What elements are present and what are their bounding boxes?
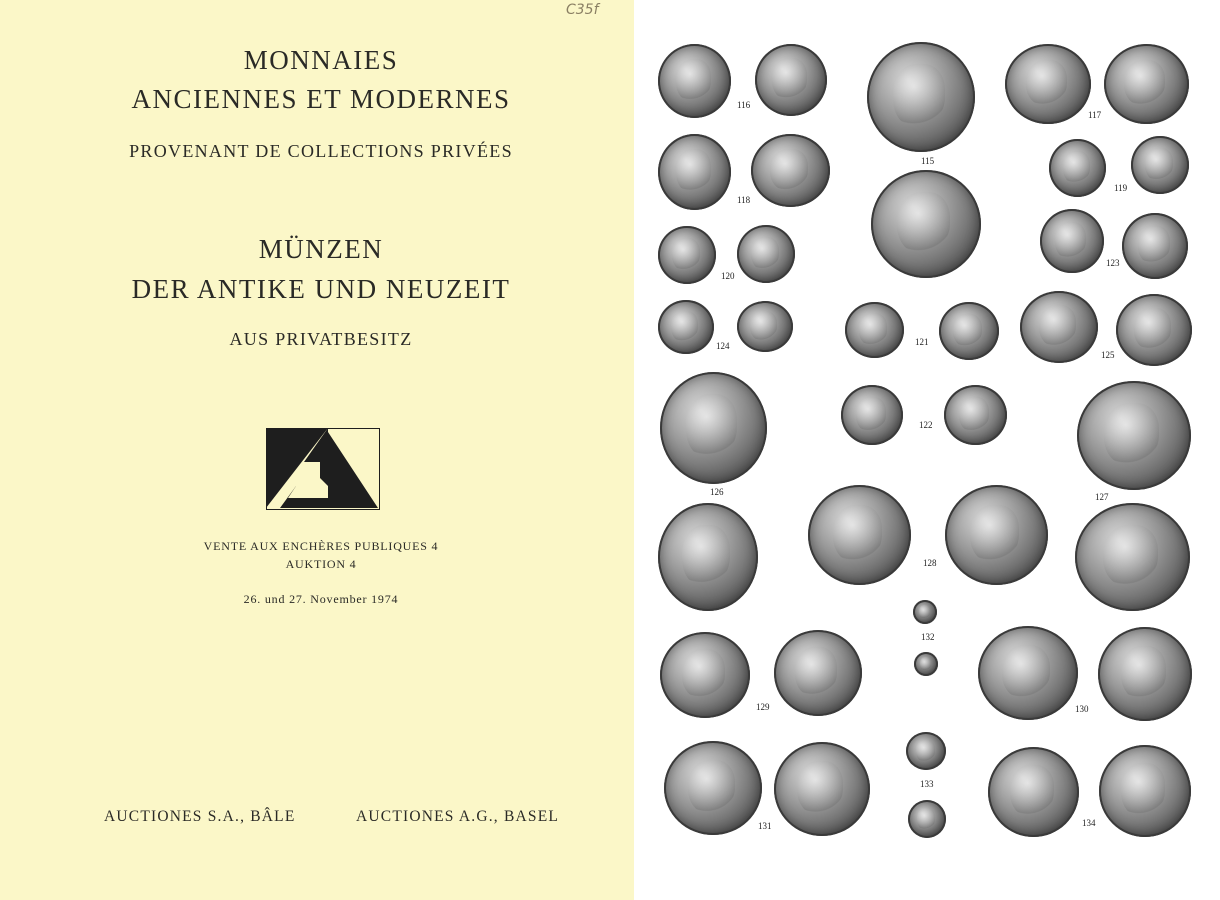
coin-label: 122 xyxy=(919,420,933,430)
coin-128-altar xyxy=(658,503,758,611)
coin-123-obverse xyxy=(1040,209,1104,273)
coin-127 xyxy=(1077,381,1191,490)
coin-label: 125 xyxy=(1101,350,1115,360)
sale-line-de: AUKTION 4 xyxy=(285,557,357,571)
coin-label: 133 xyxy=(920,779,934,789)
publisher-fr: AUCTIONES S.A., BÂLE xyxy=(104,808,296,825)
coin-label: 126 xyxy=(710,487,724,497)
subtitle-fr: PROVENANT DE COLLECTIONS PRIVÉES xyxy=(129,141,513,161)
sale-line-fr: VENTE AUX ENCHÈRES PUBLIQUES 4 xyxy=(203,539,439,553)
coin-120-obverse xyxy=(658,226,716,284)
auctiones-logo-icon xyxy=(266,428,380,510)
coin-115-reverse-labyrinth xyxy=(871,170,981,278)
coin-122-reverse xyxy=(944,385,1007,445)
title-de-line2: DER ANTIKE UND NEUZEIT xyxy=(131,274,511,304)
coin-label: 129 xyxy=(756,702,770,712)
coin-124-reverse xyxy=(737,301,793,352)
coin-119-reverse xyxy=(1131,136,1189,194)
coin-label: 118 xyxy=(737,195,751,205)
coin-129-reverse xyxy=(774,630,862,716)
coin-130-reverse xyxy=(1098,627,1192,721)
coin-125-reverse xyxy=(1116,294,1192,366)
coin-132-obverse xyxy=(913,600,937,624)
coin-label: 121 xyxy=(915,337,929,347)
coin-131-reverse xyxy=(774,742,870,836)
coin-134-reverse xyxy=(1099,745,1191,837)
title-fr-line1: MONNAIES xyxy=(243,45,399,75)
coin-133-reverse xyxy=(908,800,946,838)
coin-116-reverse xyxy=(755,44,827,116)
coin-label: 120 xyxy=(721,271,735,281)
coin-133-obverse xyxy=(906,732,946,770)
coin-label: 130 xyxy=(1075,704,1089,714)
coin-label: 131 xyxy=(758,821,772,831)
coin-label: 116 xyxy=(737,100,751,110)
coin-label: 127 xyxy=(1095,492,1109,502)
coin-label: 128 xyxy=(923,558,937,568)
handwritten-note: C35f xyxy=(566,2,599,18)
coin-117-obverse xyxy=(1005,44,1091,124)
coin-plate xyxy=(634,0,1220,900)
title-de-line1: MÜNZEN xyxy=(258,234,384,264)
coin-118-obverse xyxy=(658,134,731,210)
title-fr-line2: ANCIENNES ET MODERNES xyxy=(131,84,511,114)
publisher-de: AUCTIONES A.G., BASEL xyxy=(356,808,560,825)
coin-117-reverse xyxy=(1104,44,1189,124)
coin-123-reverse xyxy=(1122,213,1188,279)
coin-128-obverse xyxy=(808,485,911,585)
subtitle-de: AUS PRIVATBESITZ xyxy=(229,329,413,349)
coin-label: 134 xyxy=(1082,818,1096,828)
coin-label: 117 xyxy=(1088,110,1102,120)
sale-dates: 26. und 27. November 1974 xyxy=(243,592,399,606)
coin-124-obverse xyxy=(658,300,714,354)
coin-134-obverse xyxy=(988,747,1079,837)
coin-label: 132 xyxy=(921,632,935,642)
coin-118-reverse xyxy=(751,134,830,207)
coin-129-obverse xyxy=(660,632,750,718)
coin-120-reverse xyxy=(737,225,795,283)
coin-label: 115 xyxy=(921,156,935,166)
coin-125-obverse xyxy=(1020,291,1098,363)
coin-121-obverse xyxy=(845,302,904,358)
coin-131-obverse xyxy=(664,741,762,835)
coin-128-reverse xyxy=(945,485,1048,585)
coin-119-obverse xyxy=(1049,139,1106,197)
coin-115-obverse xyxy=(867,42,975,152)
coin-label: 124 xyxy=(716,341,730,351)
coin-121-reverse xyxy=(939,302,999,360)
coin-quadriga xyxy=(1075,503,1190,611)
coin-122-obverse xyxy=(841,385,903,445)
coin-116-obverse xyxy=(658,44,731,118)
coin-132-reverse xyxy=(914,652,938,676)
coin-label: 119 xyxy=(1114,183,1128,193)
coin-label: 123 xyxy=(1106,258,1120,268)
coin-126 xyxy=(660,372,767,484)
coin-130-obverse xyxy=(978,626,1078,720)
